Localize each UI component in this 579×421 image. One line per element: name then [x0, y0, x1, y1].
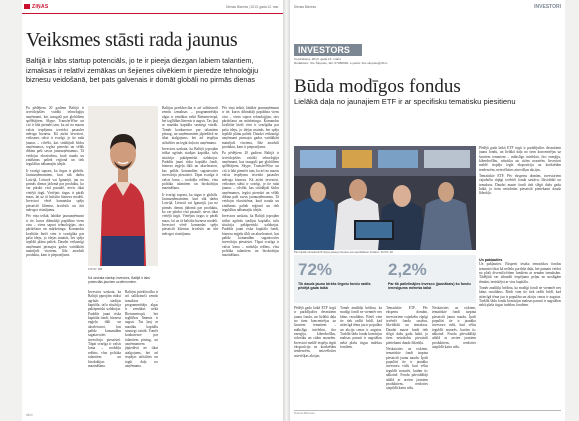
article-lead: Lielākā daļa no jaunajiem ETF ir ar specifisku tematisku piesitienu	[294, 97, 516, 106]
stat-value-2: 2,2%	[388, 260, 427, 279]
column-paragraph: Pēdējā gada laikā ETF tirgū ir parādījušies desmitiem jaunu fondu, un lielākā daļa no tiem koncentrējas uz šauriem tematiem – mākslīgo intelektu, tīro enerģiju, kiberdrošību, robotiku un citām nozarēm. Investori meklē iespēju iegūt ekspozīciju uz konkrētām tendencēm, neizvēloties atsevišķas akcijas.	[479, 146, 561, 172]
stat-label-1: Tik daudz jaunu biržās tirgotu fondu radīts pēdējā gada laikā	[298, 282, 371, 291]
page-gutter	[283, 0, 290, 421]
column-paragraph: Tomēr analītiķi brīdina, ka modīgi fondi ne vienmēr nes labus rezultātus. Bieži vien tie tiek radīti brīdī, kad attiecīgā tēma jau ir populāra un akciju cenas ir augstas. Turklāt šādu fondu komisijas maksas parasti ir augstākas nekā plaša tirgus indeksu fondiem.	[340, 306, 382, 350]
article-column-2	[88, 290, 121, 408]
section-tag: INVESTORI	[534, 4, 561, 10]
column-paragraph: Pēdējā gada laikā ETF tirgū ir parādījušies desmitiem jaunu fondu, un lielākā daļa no tiem koncentrējas uz šauriem tematiem – mākslīgo intelektu, tīro enerģiju, kiberdrošību, robotiku un citām nozarēm. Investori meklē iespēju iegūt ekspozīciju uz konkrētām tendencēm, neizvēloties atsevišķas akcijas.	[294, 306, 336, 358]
column-paragraph: Investors uzskata, ka Baltijā joprojām trūkst agrīnās stadijas kapitāla, taču situācija pakāpeniski uzlabojas. Parādās jauni riska kapitāla fondi, biznesa eņģeļu tīkli un akseleratori, kas palīdz komandām sagatavoties investīciju piesaistei. Tāpat svarīga ir valsts loma – nodokļu režīms, vīzu politika talantiem un birokrātijas mazināšana.	[222, 214, 279, 258]
right-page	[290, 0, 565, 421]
photo-caption: Kā uzskata startup investors, Baltijā ir labs potenciāls jauniem uzņēmumiem.	[88, 276, 150, 284]
column-paragraph: Neskatoties uz riskiem, tematiskie fondi turpina piesaistīt jaunu naudu. Īpaši populāri tie ir jaunāko investoru vidū, kuri vēlas ieguldīt nozarēs, kurām tic nākotnē. Fondu pārvaldītāji atbild ar arvien jauniem produktiem, cenšoties aizpildīt katru nišu.	[386, 347, 428, 391]
column-paragraph: Tematiskie ETF. Pēc ekspertu domām, investoriem vajadzētu rūpīgi izvērtēt fonda sastāvu, likviditāti un izmaksas. Daudzi mazie fondi tiek slēgti dažu gadu laikā, jo tiem neizdodas piesaistīt pietiekami daudz līdzekļu.	[386, 306, 428, 345]
column-paragraph: Investors uzskata, ka Baltijā joprojām trūkst agrīnās stadijas kapitāla, taču situācija pakāpeniski uzlabojas. Parādās jauni riska kapitāla fondi, biznesa eņģeļu tīkli un akseleratori, kas palīdz komandām sagatavoties investīciju piesaistei. Tāpat svarīga ir valsts loma – nodokļu režīms, vīzu politika talantiem un birokrātijas mazināšana.	[162, 147, 218, 191]
article-headline: Veiksmes stāsti rada jaunus	[26, 29, 238, 51]
trading-floor-photo	[294, 146, 476, 250]
top-rule	[22, 13, 283, 14]
section-tag-label: ZIŅAS	[32, 4, 49, 10]
photo-credit: FOTO: DB	[88, 267, 103, 271]
article-column-2	[340, 306, 382, 406]
column-paragraph: Ir svarīgi saprast, ka tirgus ir globāls. Jaunuzņēmumiem, kuri sāk darbu Latvijā, Lietuvā vai Igaunijā, jau no pirmās dienas jādomā par produktu, ko var pārdot visā pasaulē, nevis tikai vietējā tirgū. Vietējais tirgus ir pārāk mazs, lai uz tā balstītu biznesa modeli. Investori vērtē komandas spēju piesaistīt klientus ārvalstīs un ātri mērogot risinājumu.	[26, 168, 84, 212]
article-headline: Būda modīgos fondus	[294, 76, 461, 97]
column-paragraph: Pa pēdējiem 20 gadiem Baltijā ir izveidojušies vairāki tehnoloģiju uzņēmumi, kas izauguši par globāliem spēlētājiem. Skype, TransferWise un citi ir labi piemēri tam, ka arī no mazas valsts iespējams izveidot pasaules mēroga biznesu. Kā atzīst investori, veiksmes stāsti ir svarīgi, jo tie rada jaunus – cilvēki, kas strādājuši šādos uzņēmumos, iegūst pieredzi un vēlāk dibina paši savus jaunuzņēmumus. Tā veidojas ekosistēma, kurā nauda un zināšanas paliek reģionā un tiek ieguldītas nākamajās idejās.	[26, 106, 84, 167]
portrait-illustration	[88, 106, 158, 266]
portrait-photo	[88, 106, 158, 266]
page-info: Dienas Bizness	[294, 5, 316, 9]
trading-floor-illustration	[294, 146, 476, 250]
column-paragraph: Ir svarīgi saprast, ka tirgus ir globāls. Jaunuzņēmumiem, kuri sāk darbu Latvijā, Lietuvā vai Igaunijā, jau no pirmās dienas jādomā par produktu, ko var pārdot visā pasaulē, nevis tikai vietējā tirgū. Vietējais tirgus ir pārāk mazs, lai uz tā balstītu biznesa modeli. Investori vērtē komandas spēju piesaistīt klientus ārvalstīs un ātri mērogot risinājumu.	[162, 192, 218, 236]
article-column-5	[479, 146, 561, 254]
section-meta: Ceturtdiena, 2013. gada 14. marts Redaktore: Ilze Šķupele, tālr. 67088900, e-pasts: ilze.skupele@db.lv	[294, 57, 388, 65]
column-paragraph: Pēc viņa teiktā, labākie jaunuzņēmumi ir tie, kuros dibinātāji papildina viens otru – viens saprot tehnoloģijas, otrs pārdošanu un mārketingu. Komandas kvalitāte bieži vien ir svarīgāka par pašu ideju, jo idejas mainās, bet spēja izpildīt plānu paliek. Daudzi veiksmīgi uzņēmumi pirmajos gados vairākkārt mainījuši virzienu, līdz atraduši produktu, kam ir pieprasījums.	[222, 106, 279, 150]
section-tag	[24, 4, 49, 10]
column-paragraph: Un pakļauties. Eksperti iesaka tematiskos fondus izmantot tikai kā nelielu portfeļa daļu, bet pamatu veidot no plaši diversificētiem fondiem ar zemām izmaksām. Tādējādi var izbaudīt iespējamo peļņu no modīgām tēmām, neriskējot ar visu kapitālu.	[479, 262, 561, 284]
column-paragraph: Tomēr analītiķi brīdina, ka modīgi fondi ne vienmēr nes labus rezultātus. Bieži vien tie tiek radīti brīdī, kad attiecīgā tēma jau ir populāra un akciju cenas ir augstas. Turklāt šādu fondu komisijas maksas parasti ir augstākas nekā plaša tirgus indeksu fondiem.	[479, 286, 561, 308]
footer-label: Dienas Bizness	[294, 411, 315, 415]
section-marker-icon	[24, 4, 30, 9]
column-paragraph: Baltijas priekšrocība ir arī salīdzinoši zemās izmaksas – programmētāju algas ir zemākas nekā Rietumeiropā, bet izglītības līmenis ir augsts. Tas ļauj ar mazāku kapitālu sasniegt vairāk. Tomēr konkurence par talantiem pieaug, un uzņēmumiem jāpiedāvā ne tikai atalgojums, bet arī iespējas attīstīties un iegūt daļu no uzņēmuma.	[125, 290, 158, 368]
article-column-3	[125, 290, 158, 408]
subheading: Un pakļauties	[479, 258, 503, 262]
page-footer	[294, 410, 561, 417]
section-banner: INVESTORS	[294, 44, 362, 56]
photo-caption: Pēc bijušā mēneša ETF tirgos pieaug interese par specifiskiem fondiem. FOTO: AP	[294, 251, 394, 254]
stat-label-2: Par tik palielinājies Invesco (jaunākais) šo fondu ienesīgums mēneša laikā	[388, 282, 471, 291]
article-column-5	[222, 106, 279, 408]
stat-value-1: 72%	[298, 260, 333, 279]
column-paragraph: Neskatoties uz riskiem, tematiskie fondi turpina piesaistīt jaunu naudu. Īpaši populāri tie ir jaunāko investoru vidū, kuri vēlas ieguldīt nozarēs, kurām tic nākotnē. Fondu pārvaldītāji atbild ar arvien jauniem produktiem, cenšoties aizpildīt katru nišu.	[432, 306, 476, 350]
article-column-6	[479, 258, 561, 408]
article-column-3	[386, 306, 428, 406]
page-info: Dienas Bizness | 2013. gada 12. mar.	[226, 5, 279, 9]
article-column-1	[26, 106, 84, 406]
column-paragraph: Pa pēdējiem 20 gadiem Baltijā ir izveidojušies vairāki tehnoloģiju uzņēmumi, kas izauguši par globāliem spēlētājiem. Skype, TransferWise un citi ir labi piemēri tam, ka arī no mazas valsts iespējams izveidot pasaules mēroga biznesu. Kā atzīst investori, veiksmes stāsti ir svarīgi, jo tie rada jaunus – cilvēki, kas strādājuši šādos uzņēmumos, iegūst pieredzi un vēlāk dibina paši savus jaunuzņēmumus. Tā veidojas ekosistēma, kurā nauda un zināšanas paliek reģionā un tiek ieguldītas nākamajās idejās.	[222, 151, 279, 212]
article-column-4	[432, 306, 476, 406]
article-column-1	[294, 306, 336, 406]
column-paragraph: Baltijas priekšrocība ir arī salīdzinoši zemās izmaksas – programmētāju algas ir zemākas nekā Rietumeiropā, bet izglītības līmenis ir augsts. Tas ļauj ar mazāku kapitālu sasniegt vairāk. Tomēr konkurence par talantiem pieaug, un uzņēmumiem jāpiedāvā ne tikai atalgojums, bet arī iespējas attīstīties un iegūt daļu no uzņēmuma.	[162, 106, 218, 145]
column-paragraph: Tematiskie ETF. Pēc ekspertu domām, investoriem vajadzētu rūpīgi izvērtēt fonda sastāvu, likviditāti un izmaksas. Daudzi mazie fondi tiek slēgti dažu gadu laikā, jo tiem neizdodas piesaistīt pietiekami daudz līdzekļu.	[479, 174, 561, 196]
left-page	[22, 0, 283, 421]
article-lead: Baltijā ir labs startup potenciāls, jo te ir pieeja diezgan labiem talantiem, izmaksas ir relatīvi zemākas un šejienes cilvēkiem ir pieredze tehnoloģiju biznesu veidošanā, bet pats galvenais ir domāt globāli no pirmās dienas	[26, 56, 259, 85]
column-paragraph: Pēc viņa teiktā, labākie jaunuzņēmumi ir tie, kuros dibinātāji papildina viens otru – viens saprot tehnoloģijas, otrs pārdošanu un mārketingu. Komandas kvalitāte bieži vien ir svarīgāka par pašu ideju, jo idejas mainās, bet spēja izpildīt plānu paliek. Daudzi veiksmīgi uzņēmumi pirmajos gados vairākkārt mainījuši virzienu, līdz atraduši produktu, kam ir pieprasījums.	[26, 214, 84, 258]
column-paragraph: Investors uzskata, ka Baltijā joprojām trūkst agrīnās stadijas kapitāla, taču situācija pakāpeniski uzlabojas. Parādās jauni riska kapitāla fondi, biznesa eņģeļu tīkli un akseleratori, kas palīdz komandām sagatavoties investīciju piesaistei. Tāpat svarīga ir valsts loma – nodokļu režīms, vīzu politika talantiem un birokrātijas mazināšana.	[88, 290, 121, 368]
page-footer: db.lv	[26, 413, 33, 417]
article-column-4	[162, 106, 218, 408]
